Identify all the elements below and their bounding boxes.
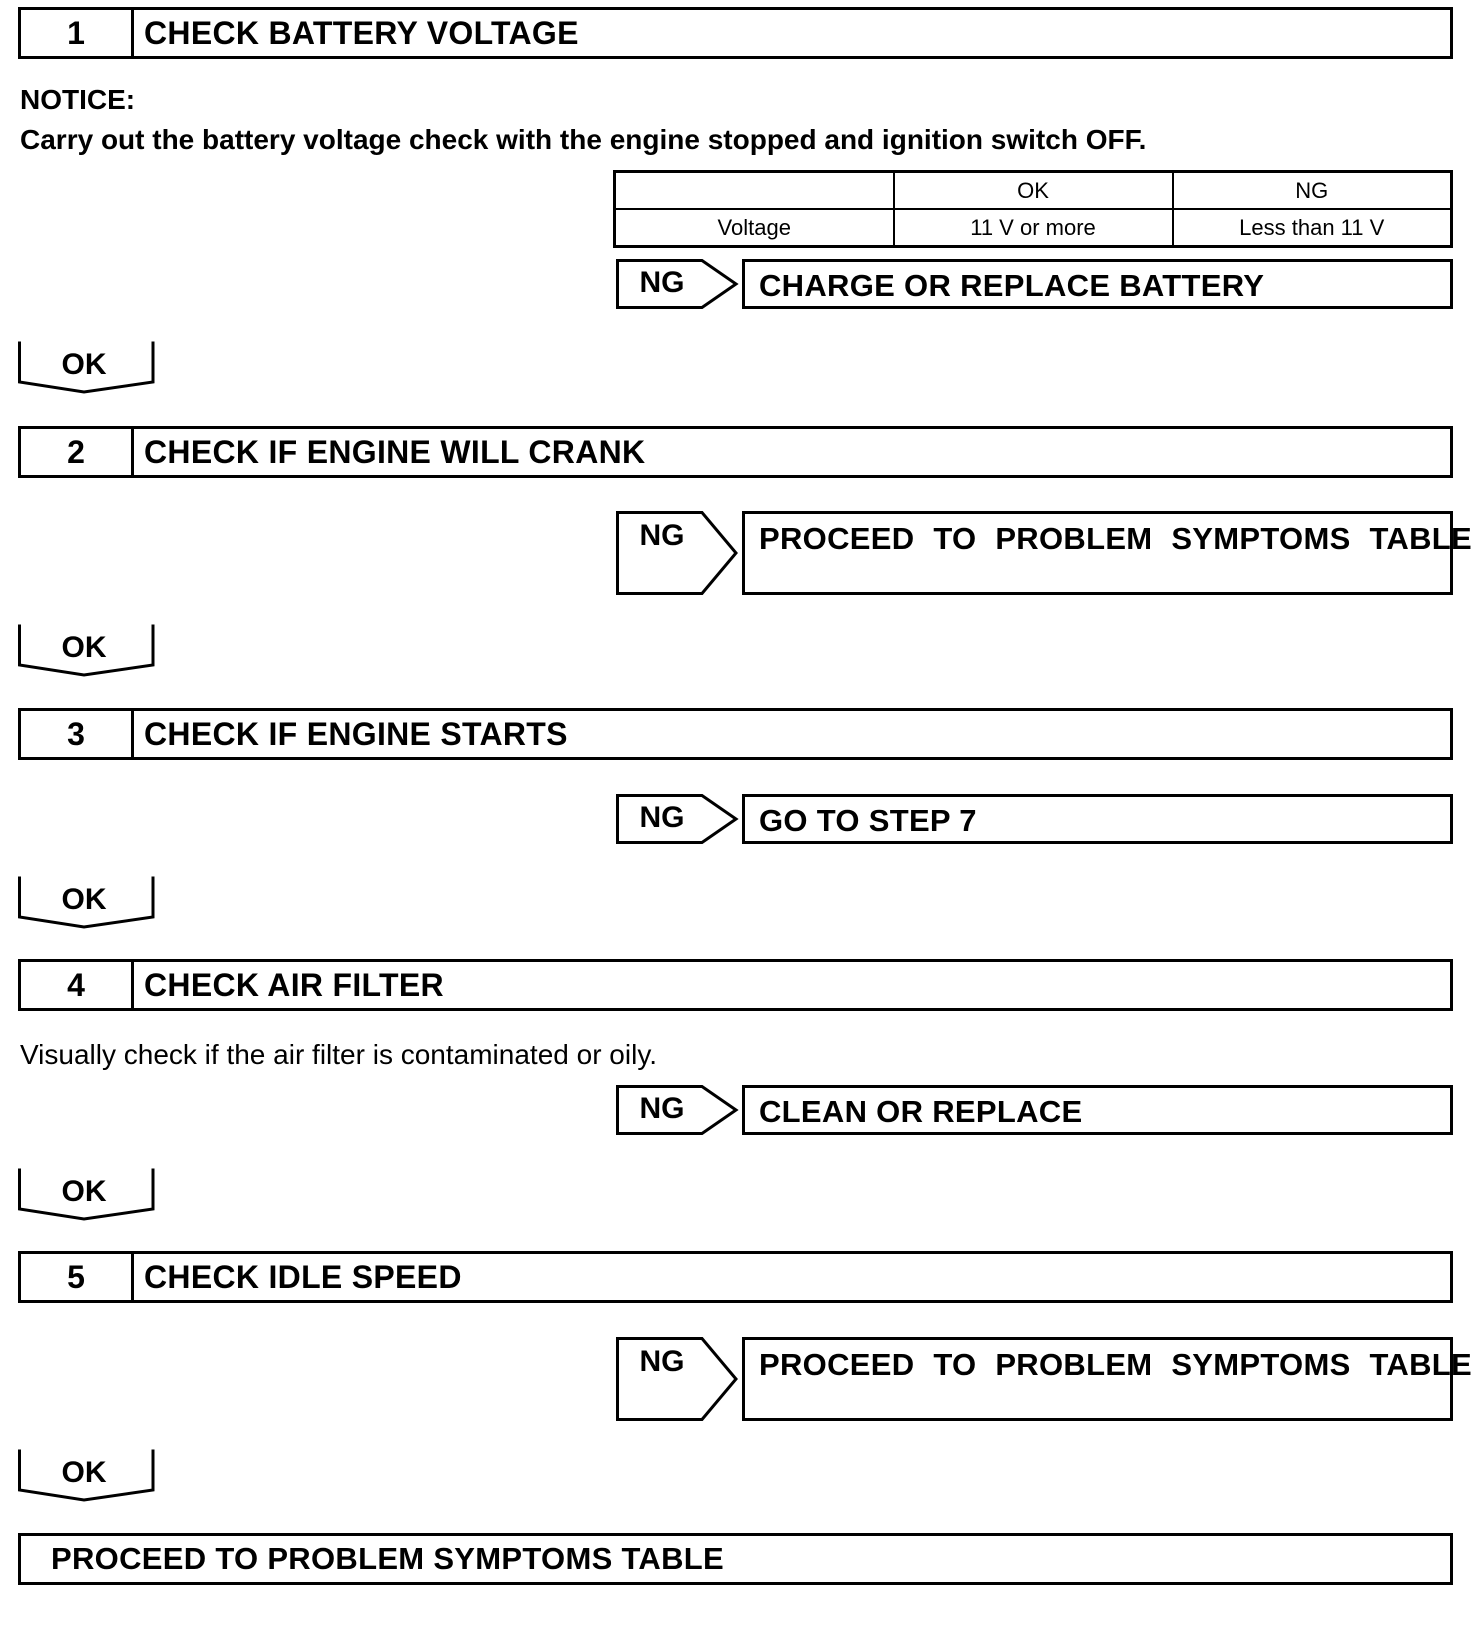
ng-label: NG [639,266,685,299]
step-5-header [18,1251,1453,1303]
ok-arrow [18,623,155,677]
table-cell: Voltage [615,209,894,247]
ok-arrow [18,1167,155,1221]
notice-text: Carry out the battery voltage check with the engine stopped and ignition switch OFF. [20,124,1147,155]
ng-label: NG [639,801,685,834]
table-cell: 11 V or more [894,209,1173,247]
step-number: 2 [21,429,134,475]
table-cell: NG [1173,172,1452,210]
step-title: CHECK AIR FILTER [144,966,444,1003]
action-box: PROCEED TO PROBLEM SYMPTOMS TABLE [742,1337,1453,1421]
step-4-instruction: Visually check if the air filter is contaminated or oily. [20,1039,658,1070]
final-action-box: PROCEED TO PROBLEM SYMPTOMS TABLE [18,1533,1453,1585]
ok-label: OK [61,883,107,916]
ok-arrow [18,340,155,394]
step-title: CHECK IF ENGINE WILL CRANK [144,433,646,470]
step-title: CHECK IDLE SPEED [144,1258,462,1295]
ng-label: NG [639,1345,685,1378]
ok-arrow [18,875,155,929]
table-row [615,209,1452,247]
ok-label: OK [61,1456,107,1489]
step-4-header [18,959,1453,1011]
ng-arrow [616,1085,738,1135]
table-cell: Less than 11 V [1173,209,1452,247]
voltage-table [613,170,1453,248]
ok-arrow [18,1448,155,1502]
action-box: CHARGE OR REPLACE BATTERY [742,259,1453,309]
table-header-row [615,172,1452,210]
table-cell [615,172,894,210]
action-box: PROCEED TO PROBLEM SYMPTOMS TABLE [742,511,1453,595]
step-number: 1 [21,10,134,56]
step-2-header [18,426,1453,478]
ok-label: OK [61,348,107,381]
step-number: 5 [21,1254,134,1300]
ng-label: NG [639,1092,685,1125]
step-number: 3 [21,711,134,757]
ok-label: OK [61,1175,107,1208]
ok-label: OK [61,631,107,664]
ng-arrow [616,511,738,595]
ng-label: NG [639,519,685,552]
action-box: GO TO STEP 7 [742,794,1453,844]
table-cell: OK [894,172,1173,210]
ng-arrow [616,259,738,309]
step-1-header [18,7,1453,59]
notice-heading: NOTICE: [20,84,136,115]
action-box: CLEAN OR REPLACE [742,1085,1453,1135]
ng-arrow [616,794,738,844]
ng-arrow [616,1337,738,1421]
step-number: 4 [21,962,134,1008]
step-title: CHECK BATTERY VOLTAGE [144,14,579,51]
step-3-header [18,708,1453,760]
step-title: CHECK IF ENGINE STARTS [144,715,568,752]
